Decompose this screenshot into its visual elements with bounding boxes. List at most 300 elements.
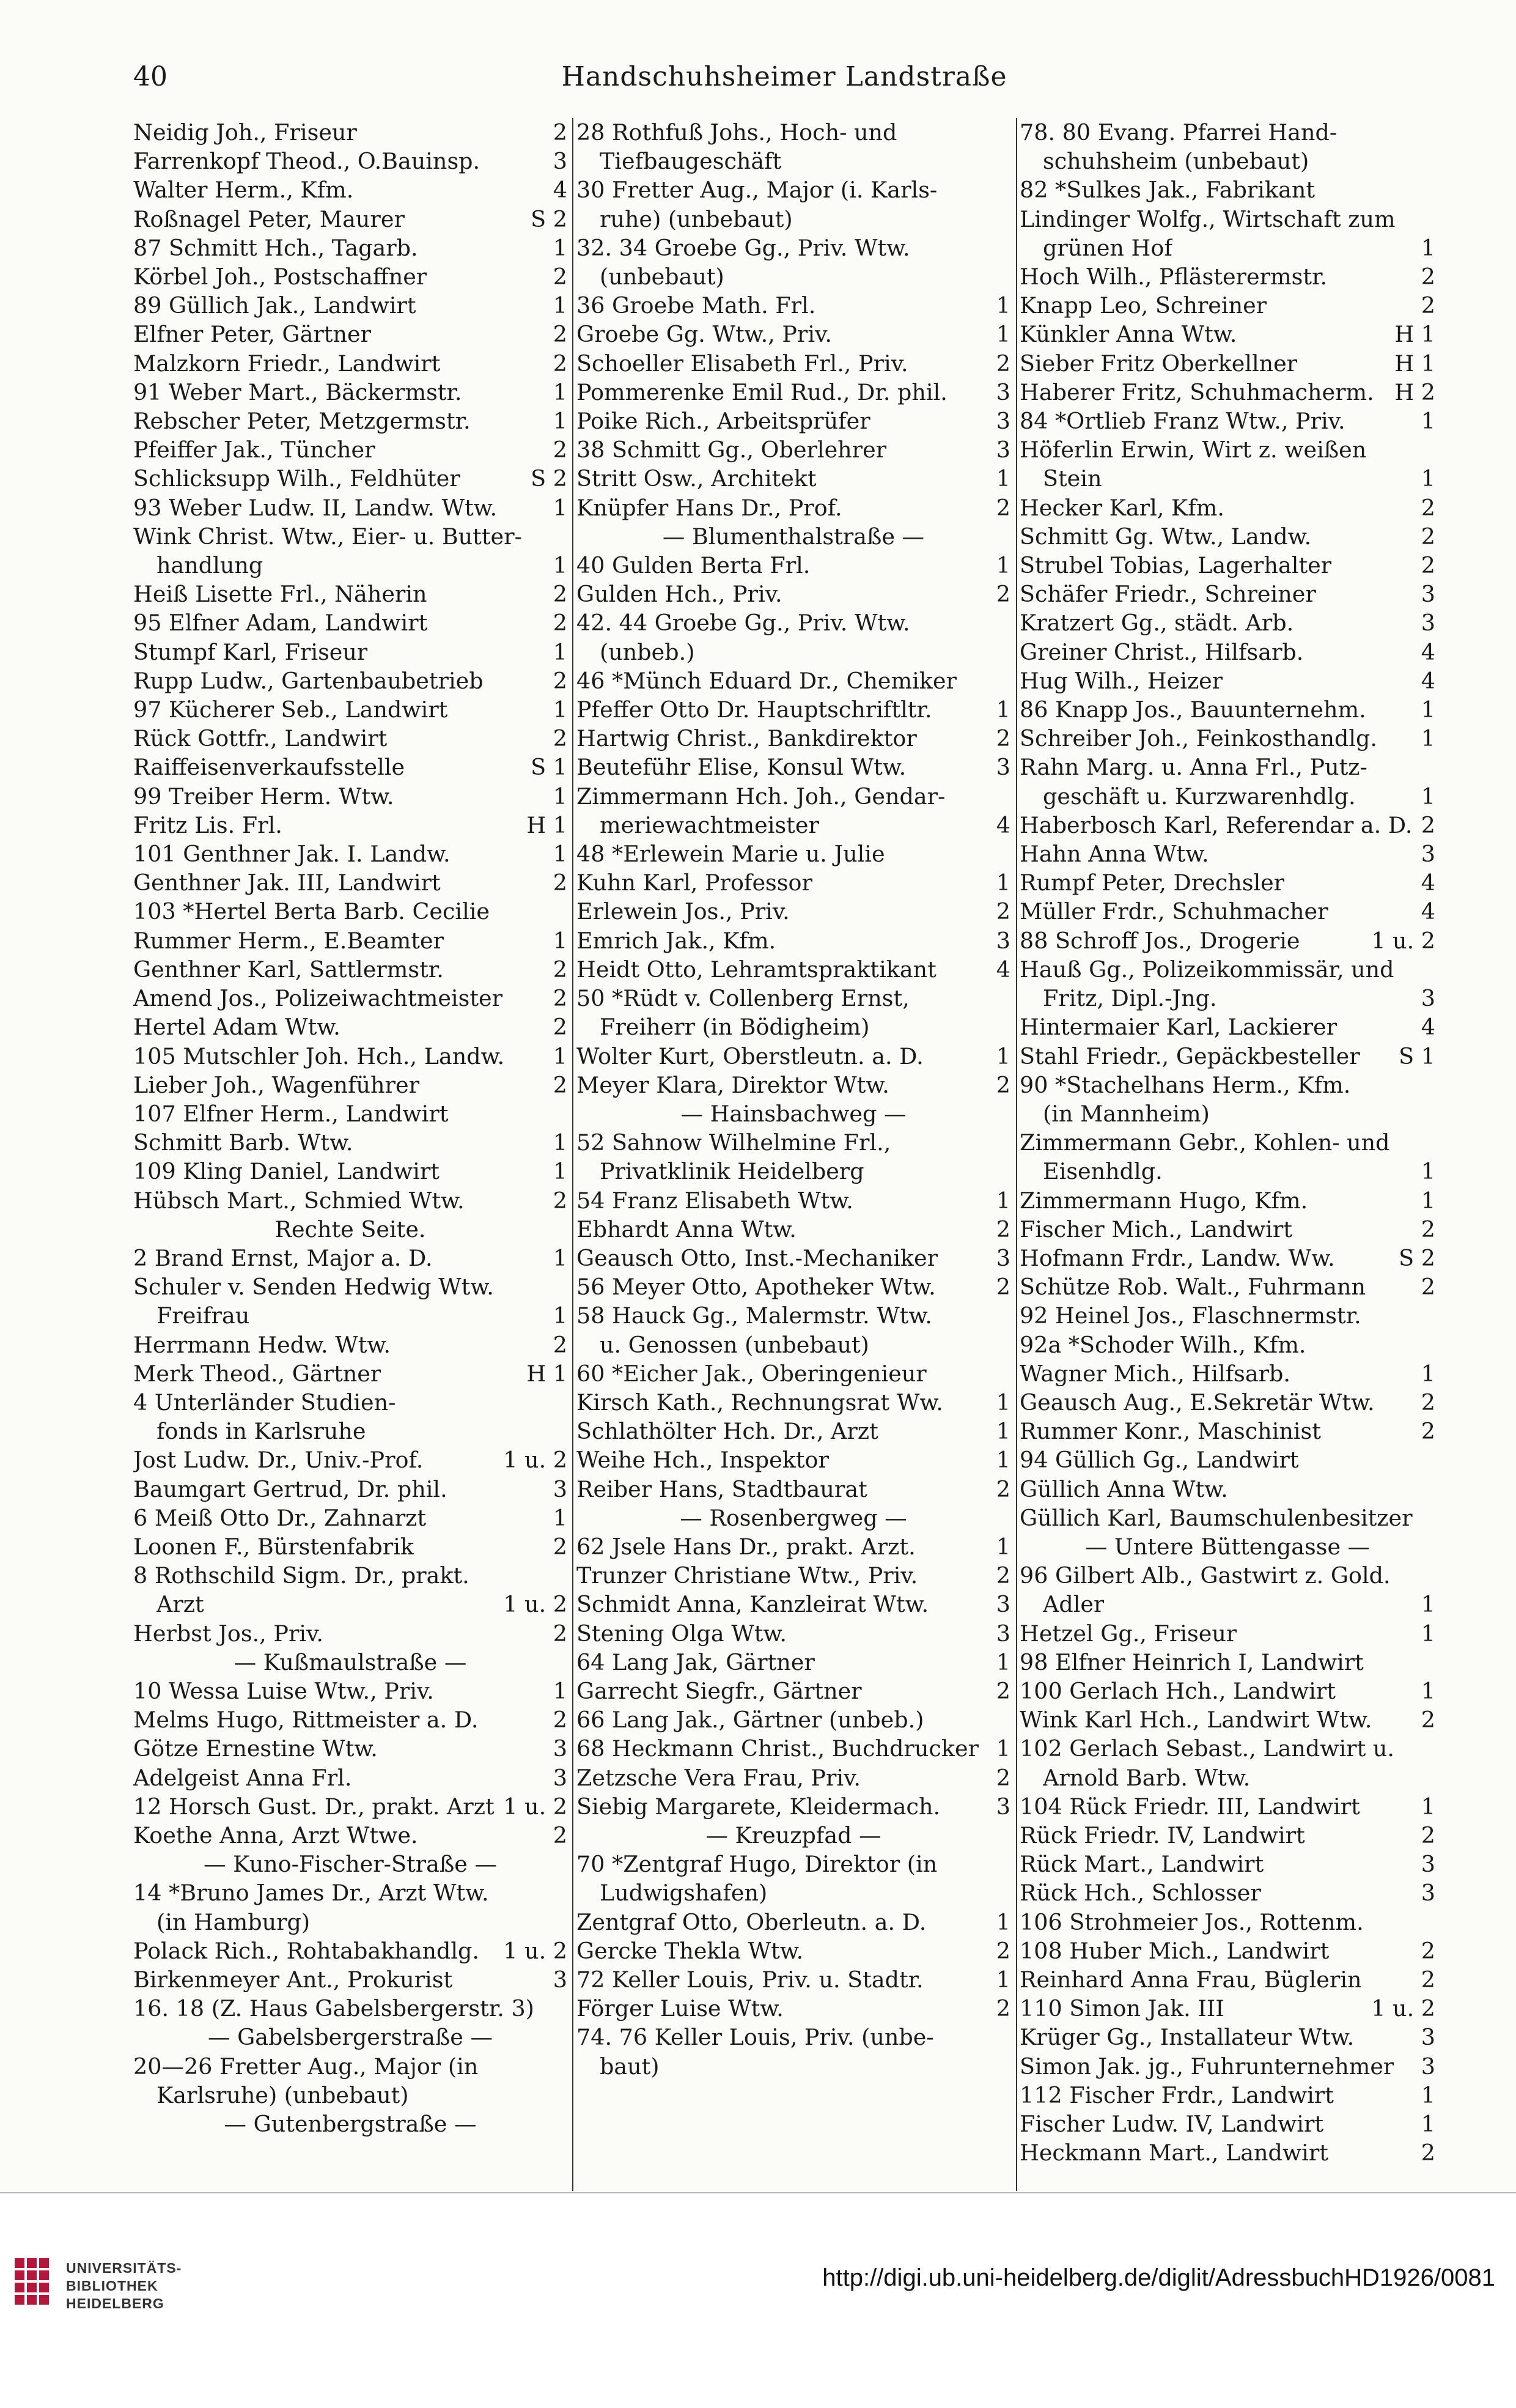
entry-text: (unbeb.) xyxy=(600,638,695,665)
directory-entry xyxy=(576,1071,1010,1099)
floor-number: 2 xyxy=(553,1071,567,1098)
directory-entry xyxy=(1020,580,1435,608)
floor-number: 4 xyxy=(996,956,1010,983)
entry-text: (unbebaut) xyxy=(600,264,724,290)
floor-number: 4 xyxy=(553,177,567,204)
directory-entry xyxy=(133,1504,567,1532)
floor-number: 3 xyxy=(996,927,1010,954)
directory-entry xyxy=(576,1590,1010,1619)
entry-text: — Kuno-Fischer-Straße — xyxy=(204,1851,497,1878)
floor-number xyxy=(1004,2052,1010,2081)
floor-number: 1 xyxy=(1421,783,1435,810)
floor-number: 1 xyxy=(553,1043,567,1069)
floor-number xyxy=(1429,147,1435,175)
directory-entry xyxy=(133,175,567,204)
directory-entry xyxy=(1020,695,1435,724)
floor-number: 3 xyxy=(996,408,1010,435)
directory-entry xyxy=(576,1764,1010,1792)
entry-text: 28 Rothfuß Johs., Hoch- und xyxy=(576,119,897,146)
floor-number: 3 xyxy=(1421,2024,1435,2051)
directory-entry xyxy=(576,1359,1010,1388)
street-heading xyxy=(133,2023,567,2052)
floor-number: 2 xyxy=(1421,1389,1435,1416)
directory-entry xyxy=(576,551,1010,580)
entry-text: Rupp Ludw., Gartenbaubetrieb xyxy=(133,667,484,694)
directory-entry xyxy=(133,1417,567,1446)
entry-text: Schmidt Anna, Kanzleirat Wtw. xyxy=(576,1591,929,1618)
floor-number: 2 xyxy=(1421,1418,1435,1445)
entry-text: Fritz, Dipl.-Jng. xyxy=(1043,985,1217,1012)
entry-text: Heiß Lisette Frl., Näherin xyxy=(133,581,427,608)
floor-number: 1 xyxy=(1421,2111,1435,2138)
entry-text: Wagner Mich., Hilfsarb. xyxy=(1020,1360,1291,1387)
directory-entry xyxy=(1020,1677,1435,1705)
directory-entry xyxy=(133,205,567,234)
entry-text: 82 *Sulkes Jak., Fabrikant xyxy=(1020,177,1315,204)
floor-number: 1 xyxy=(1421,1793,1435,1820)
directory-entry xyxy=(576,1908,1010,1937)
entry-text: Adelgeist Anna Frl. xyxy=(133,1764,352,1791)
entry-text: Gercke Thekla Wtw. xyxy=(576,1937,804,1964)
entry-text: Rück Friedr. IV, Landwirt xyxy=(1020,1822,1305,1848)
floor-number xyxy=(1004,1878,1010,1907)
floor-number: 2 xyxy=(553,985,567,1012)
floor-number xyxy=(1429,1446,1435,1474)
entry-text: Arnold Barb. Wtw. xyxy=(1043,1764,1251,1791)
floor-number: 2 xyxy=(553,581,567,608)
directory-entry xyxy=(133,1561,567,1590)
directory-entry xyxy=(576,1619,1010,1648)
directory-entry xyxy=(1020,2110,1435,2138)
floor-number: 2 xyxy=(996,725,1010,752)
directory-entry xyxy=(576,1648,1010,1677)
directory-entry xyxy=(576,868,1010,897)
directory-entry xyxy=(576,926,1010,955)
entry-text: Wink Christ. Wtw., Eier- u. Butter- xyxy=(133,523,522,550)
floor-number: 1 xyxy=(1421,1187,1435,1214)
directory-entry xyxy=(133,1590,567,1619)
directory-entry xyxy=(133,522,567,551)
entry-text: 112 Fischer Frdr., Landwirt xyxy=(1020,2081,1334,2108)
directory-entry xyxy=(133,118,567,147)
entry-text: 97 Kücherer Seb., Landwirt xyxy=(133,696,448,723)
directory-entry xyxy=(1020,1764,1435,1792)
floor-number: 2 xyxy=(996,1475,1010,1502)
entry-text: Weihe Hch., Inspektor xyxy=(576,1447,829,1474)
directory-entry xyxy=(133,349,567,378)
directory-entry xyxy=(576,1301,1010,1330)
entry-text: Emrich Jak., Kfm. xyxy=(576,927,776,954)
floor-number: 1 xyxy=(1421,2081,1435,2108)
directory-entry xyxy=(133,1099,567,1128)
entry-text: Herbst Jos., Priv. xyxy=(133,1620,323,1647)
entry-text: Körbel Joh., Postschaffner xyxy=(133,264,427,290)
entry-text: 58 Hauck Gg., Malermstr. Wtw. xyxy=(576,1302,932,1329)
directory-entry xyxy=(1020,349,1435,378)
floor-number: 1 xyxy=(553,234,567,261)
directory-entry xyxy=(133,1157,567,1186)
entry-text: — Rosenbergweg — xyxy=(680,1504,907,1531)
entry-text: Adler xyxy=(1043,1591,1105,1618)
entry-text: Eisenhdlg. xyxy=(1043,1158,1163,1185)
directory-entry xyxy=(576,695,1010,724)
floor-number: 2 xyxy=(553,870,567,896)
directory-entry xyxy=(1020,1417,1435,1446)
floor-number: H 1 xyxy=(526,811,567,838)
floor-number: 1 xyxy=(553,1504,567,1531)
footer-divider xyxy=(0,2192,1516,2193)
directory-entry xyxy=(576,955,1010,984)
entry-text: Schreiber Joh., Feinkosthandlg. xyxy=(1020,725,1377,752)
directory-column-2 xyxy=(576,118,1010,2191)
entry-text: 56 Meyer Otto, Apotheker Wtw. xyxy=(576,1274,936,1301)
entry-text: Zimmermann Hch. Joh., Gendar- xyxy=(576,783,946,810)
entry-text: Rahn Marg. u. Anna Frl., Putz- xyxy=(1020,754,1367,781)
floor-number xyxy=(1004,782,1010,811)
entry-text: Güllich Karl, Baumschulenbesitzer xyxy=(1020,1504,1413,1531)
entry-text: Kratzert Gg., städt. Arb. xyxy=(1020,610,1294,637)
directory-entry xyxy=(133,1532,567,1561)
directory-entry xyxy=(133,580,567,608)
entry-text: — Gutenbergstraße — xyxy=(224,2111,477,2138)
entry-text: Wolter Kurt, Oberstleutn. a. D. xyxy=(576,1043,924,1069)
directory-entry xyxy=(576,1186,1010,1215)
library-name-line: HEIDELBERG xyxy=(66,2295,164,2311)
directory-entry xyxy=(133,1388,567,1417)
entry-text: Pommerenke Emil Rud., Dr. phil. xyxy=(576,379,948,405)
page-header xyxy=(133,61,1435,104)
directory-entry xyxy=(133,782,567,811)
entry-text: Sieber Fritz Oberkellner xyxy=(1020,350,1298,377)
floor-number: 2 xyxy=(553,1187,567,1214)
directory-entry xyxy=(1020,1099,1435,1128)
directory-entry xyxy=(576,1388,1010,1417)
floor-number: 2 xyxy=(996,1071,1010,1098)
directory-entry xyxy=(576,667,1010,695)
directory-entry xyxy=(1020,1301,1435,1330)
entry-text: 102 Gerlach Sebast., Landwirt u. xyxy=(1020,1735,1395,1762)
directory-entry xyxy=(133,724,567,753)
floor-number: 3 xyxy=(1421,1880,1435,1907)
directory-entry xyxy=(1020,1359,1435,1388)
floor-number xyxy=(1004,1359,1010,1388)
floor-number: 1 xyxy=(1421,465,1435,492)
entry-text: Hug Wilh., Heizer xyxy=(1020,667,1223,694)
directory-entry xyxy=(1020,753,1435,781)
directory-entry xyxy=(576,1734,1010,1763)
floor-number: 3 xyxy=(1421,2053,1435,2080)
floor-number: 2 xyxy=(996,1216,1010,1243)
directory-entry xyxy=(576,2023,1010,2052)
entry-text: 68 Heckmann Christ., Buchdrucker xyxy=(576,1735,979,1762)
floor-number xyxy=(1429,1504,1435,1532)
entry-text: Knapp Leo, Schreiner xyxy=(1020,292,1267,319)
floor-number xyxy=(1004,1850,1010,1878)
floor-number: 1 u. 2 xyxy=(1371,1995,1435,2022)
directory-entry xyxy=(576,1475,1010,1504)
directory-entry xyxy=(576,638,1010,667)
entry-text: 52 Sahnow Wilhelmine Frl., xyxy=(576,1129,891,1156)
directory-entry xyxy=(576,349,1010,378)
directory-entry xyxy=(1020,1128,1435,1157)
entry-text: Geausch Otto, Inst.-Mechaniker xyxy=(576,1244,938,1271)
directory-entry xyxy=(576,753,1010,781)
entry-text: Malzkorn Friedr., Landwirt xyxy=(133,350,441,377)
floor-number: 3 xyxy=(996,379,1010,405)
floor-number: 1 xyxy=(553,494,567,521)
street-heading xyxy=(133,1648,567,1677)
floor-number: 2 xyxy=(1421,1967,1435,1993)
floor-number: 2 xyxy=(1421,1274,1435,1301)
floor-number: 4 xyxy=(1421,638,1435,665)
floor-number: 1 xyxy=(1421,1360,1435,1387)
directory-entry xyxy=(1020,1937,1435,1965)
directory-entry xyxy=(1020,320,1435,349)
directory-entry xyxy=(1020,1994,1435,2023)
entry-text: 87 Schmitt Hch., Tagarb. xyxy=(133,234,418,261)
entry-text: Förger Luise Wtw. xyxy=(576,1995,784,2022)
directory-entry xyxy=(1020,435,1435,464)
directory-entry xyxy=(576,1042,1010,1071)
entry-text: grünen Hof xyxy=(1043,234,1172,261)
street-heading xyxy=(133,1850,567,1878)
directory-entry xyxy=(1020,1013,1435,1041)
floor-number: 3 xyxy=(996,1620,1010,1647)
entry-text: — Untere Büttengasse — xyxy=(1084,1533,1371,1560)
entry-text: Hofmann Frdr., Landw. Ww. xyxy=(1020,1244,1335,1271)
entry-text: Reiber Hans, Stadtbaurat xyxy=(576,1475,867,1502)
floor-number xyxy=(1429,753,1435,781)
directory-entry xyxy=(576,1937,1010,1965)
floor-number: 3 xyxy=(553,1967,567,1993)
directory-entry xyxy=(576,724,1010,753)
entry-text: schuhsheim (unbebaut) xyxy=(1043,148,1309,175)
entry-text: 16. 18 (Z. Haus Gabelsbergerstr. 3) xyxy=(133,1995,534,2022)
directory-entry xyxy=(1020,897,1435,926)
permalink-url[interactable]: http://digi.ub.uni-heidelberg.de/diglit/AdressbuchHD1926/0081 xyxy=(822,2264,1495,2291)
floor-number: 2 xyxy=(553,119,567,146)
directory-entry xyxy=(1020,1042,1435,1071)
directory-entry xyxy=(576,205,1010,234)
directory-entry xyxy=(576,1792,1010,1821)
entry-text: 8 Rothschild Sigm. Dr., prakt. xyxy=(133,1562,469,1589)
directory-entry xyxy=(576,1157,1010,1186)
directory-entry xyxy=(133,1359,567,1388)
floor-number: 1 xyxy=(553,292,567,319)
floor-number: 2 xyxy=(996,898,1010,925)
directory-entry xyxy=(133,551,567,580)
entry-text: Siebig Margarete, Kleidermach. xyxy=(576,1793,941,1820)
entry-text: Rechte Seite. xyxy=(274,1216,426,1243)
entry-text: 48 *Erlewein Marie u. Julie xyxy=(576,841,885,868)
entry-text: Rummer Konr., Maschinist xyxy=(1020,1418,1321,1445)
floor-number: 4 xyxy=(1421,870,1435,896)
floor-number xyxy=(1004,175,1010,204)
directory-entry xyxy=(1020,378,1435,407)
entry-text: 12 Horsch Gust. Dr., prakt. Arzt xyxy=(133,1793,495,1820)
entry-text: Genthner Jak. III, Landwirt xyxy=(133,870,441,896)
floor-number xyxy=(1004,1013,1010,1041)
directory-entry xyxy=(1020,551,1435,580)
street-heading xyxy=(133,1215,567,1244)
floor-number: 1 xyxy=(553,408,567,435)
entry-text: Jost Ludw. Dr., Univ.-Prof. xyxy=(133,1447,424,1474)
floor-number: 2 xyxy=(996,1562,1010,1589)
floor-number xyxy=(561,1561,567,1590)
entry-text: Amend Jos., Polizeiwachtmeister xyxy=(133,985,503,1012)
floor-number: 2 xyxy=(553,264,567,290)
entry-text: Groebe Gg. Wtw., Priv. xyxy=(576,321,832,348)
entry-text: 14 *Bruno James Dr., Arzt Wtw. xyxy=(133,1880,489,1907)
floor-number: 1 xyxy=(996,1447,1010,1474)
entry-text: Pfeiffer Jak., Tüncher xyxy=(133,437,375,464)
floor-number: 3 xyxy=(1421,1851,1435,1878)
floor-number: 1 xyxy=(996,1649,1010,1675)
entry-text: Stritt Osw., Architekt xyxy=(576,465,817,492)
floor-number: 1 u. 2 xyxy=(503,1591,567,1618)
floor-number: 3 xyxy=(996,1591,1010,1618)
entry-text: Zentgraf Otto, Oberleutn. a. D. xyxy=(576,1908,927,1935)
directory-entry xyxy=(133,435,567,464)
street-heading xyxy=(576,1821,1010,1850)
entry-text: Hintermaier Karl, Lackierer xyxy=(1020,1014,1338,1041)
entry-text: Rück Mart., Landwirt xyxy=(1020,1851,1264,1878)
entry-text: Greiner Christ., Hilfsarb. xyxy=(1020,638,1304,665)
directory-entry xyxy=(133,1475,567,1504)
floor-number: S 2 xyxy=(1399,1244,1435,1271)
floor-number: 2 xyxy=(1421,494,1435,521)
entry-text: 62 Jsele Hans Dr., prakt. Arzt. xyxy=(576,1533,916,1560)
entry-text: u. Genossen (unbebaut) xyxy=(600,1331,869,1358)
floor-number: 2 xyxy=(996,1274,1010,1301)
entry-text: Hübsch Mart., Schmied Wtw. xyxy=(133,1187,465,1214)
entry-text: Müller Frdr., Schuhmacher xyxy=(1020,898,1328,925)
floor-number: 2 xyxy=(553,1533,567,1560)
directory-entry xyxy=(1020,1272,1435,1301)
directory-entry xyxy=(1020,262,1435,291)
library-name xyxy=(66,2259,182,2313)
floor-number: 1 xyxy=(553,638,567,665)
directory-entry xyxy=(133,868,567,897)
entry-text: 64 Lang Jak, Gärtner xyxy=(576,1649,815,1675)
directory-entry xyxy=(1020,1590,1435,1619)
floor-number: 2 xyxy=(996,1937,1010,1964)
entry-text: Zetzsche Vera Frau, Priv. xyxy=(576,1764,861,1791)
entry-text: Raiffeisenverkaufsstelle xyxy=(133,754,405,781)
directory-entry xyxy=(1020,1446,1435,1474)
entry-text: geschäft u. Kurzwarenhdlg. xyxy=(1043,783,1356,810)
directory-entry xyxy=(1020,1388,1435,1417)
entry-text: Schäfer Friedr., Schreiner xyxy=(1020,581,1316,608)
floor-number: 2 xyxy=(1421,1216,1435,1243)
floor-number: 1 xyxy=(553,1158,567,1185)
directory-entry xyxy=(1020,1215,1435,1244)
floor-number xyxy=(1004,1157,1010,1186)
floor-number xyxy=(1429,1071,1435,1099)
directory-entry xyxy=(133,1734,567,1763)
floor-number xyxy=(1429,1908,1435,1937)
directory-entry xyxy=(1020,926,1435,955)
entry-text: Rebscher Peter, Metzgermstr. xyxy=(133,408,471,435)
directory-entry xyxy=(576,840,1010,868)
floor-number xyxy=(561,1994,567,2023)
street-heading xyxy=(133,2110,567,2138)
floor-number: 1 xyxy=(1421,1620,1435,1647)
floor-number xyxy=(1004,1705,1010,1734)
entry-text: 74. 76 Keller Louis, Priv. (unbe- xyxy=(576,2024,934,2051)
entry-text: Haberer Fritz, Schuhmacherm. xyxy=(1020,379,1374,405)
directory-entry xyxy=(1020,1504,1435,1532)
entry-text: 90 *Stachelhans Herm., Kfm. xyxy=(1020,1071,1351,1098)
entry-text: Beuteführ Elise, Konsul Wtw. xyxy=(576,754,907,781)
floor-number xyxy=(1429,1128,1435,1157)
directory-entry xyxy=(1020,955,1435,984)
entry-text: Fischer Mich., Landwirt xyxy=(1020,1216,1293,1243)
entry-text: 103 *Hertel Berta Barb. Cecilie xyxy=(133,898,490,925)
floor-number: 1 xyxy=(553,1244,567,1271)
floor-number: 1 xyxy=(996,292,1010,319)
entry-text: Rummer Herm., E.Beamter xyxy=(133,927,444,954)
directory-entry xyxy=(576,1128,1010,1157)
floor-number: 1 xyxy=(1421,725,1435,752)
floor-number: 1 xyxy=(996,1533,1010,1560)
entry-text: Freifrau xyxy=(156,1302,250,1329)
floor-number xyxy=(1004,1301,1010,1330)
directory-entry xyxy=(576,320,1010,349)
floor-number: 2 xyxy=(996,350,1010,377)
directory-entry xyxy=(576,608,1010,637)
entry-text: meriewachtmeister xyxy=(600,811,819,838)
floor-number xyxy=(1004,1128,1010,1157)
entry-text: Stein xyxy=(1043,465,1102,492)
directory-entry xyxy=(1020,1965,1435,1994)
directory-entry xyxy=(133,695,567,724)
directory-entry xyxy=(133,1128,567,1157)
floor-number: 1 u. 2 xyxy=(1371,927,1435,954)
entry-text: Schlathölter Hch. Dr., Arzt xyxy=(576,1418,878,1445)
floor-number xyxy=(1004,2023,1010,2052)
entry-text: Wink Karl Hch., Landwirt Wtw. xyxy=(1020,1707,1372,1734)
floor-number xyxy=(1429,1099,1435,1128)
floor-number: 2 xyxy=(996,494,1010,521)
directory-entry xyxy=(133,1677,567,1705)
entry-text: — Kußmaulstraße — xyxy=(234,1649,467,1675)
floor-number xyxy=(1004,608,1010,637)
street-heading xyxy=(576,1099,1010,1128)
entry-text: Neidig Joh., Friseur xyxy=(133,119,357,146)
entry-text: Polack Rich., Rohtabakhandlg. xyxy=(133,1937,479,1964)
directory-entry xyxy=(576,378,1010,407)
directory-entry xyxy=(576,493,1010,522)
entry-text: Privatklinik Heidelberg xyxy=(600,1158,864,1185)
directory-entry xyxy=(1020,205,1435,234)
entry-text: Hetzel Gg., Friseur xyxy=(1020,1620,1237,1647)
floor-number xyxy=(1429,175,1435,204)
directory-entry xyxy=(1020,2023,1435,2052)
directory-entry xyxy=(133,1331,567,1359)
entry-text: Walter Herm., Kfm. xyxy=(133,177,354,204)
directory-entry xyxy=(133,1272,567,1301)
directory-entry xyxy=(576,1878,1010,1907)
floor-number: 2 xyxy=(1421,1707,1435,1734)
floor-number xyxy=(1429,1561,1435,1590)
floor-number: 2 xyxy=(996,1677,1010,1704)
directory-entry xyxy=(576,1215,1010,1244)
entry-text: 105 Mutschler Joh. Hch., Landw. xyxy=(133,1043,505,1069)
floor-number: 2 xyxy=(553,667,567,694)
viewer-footer xyxy=(0,2192,1516,2408)
directory-entry xyxy=(133,2052,567,2081)
